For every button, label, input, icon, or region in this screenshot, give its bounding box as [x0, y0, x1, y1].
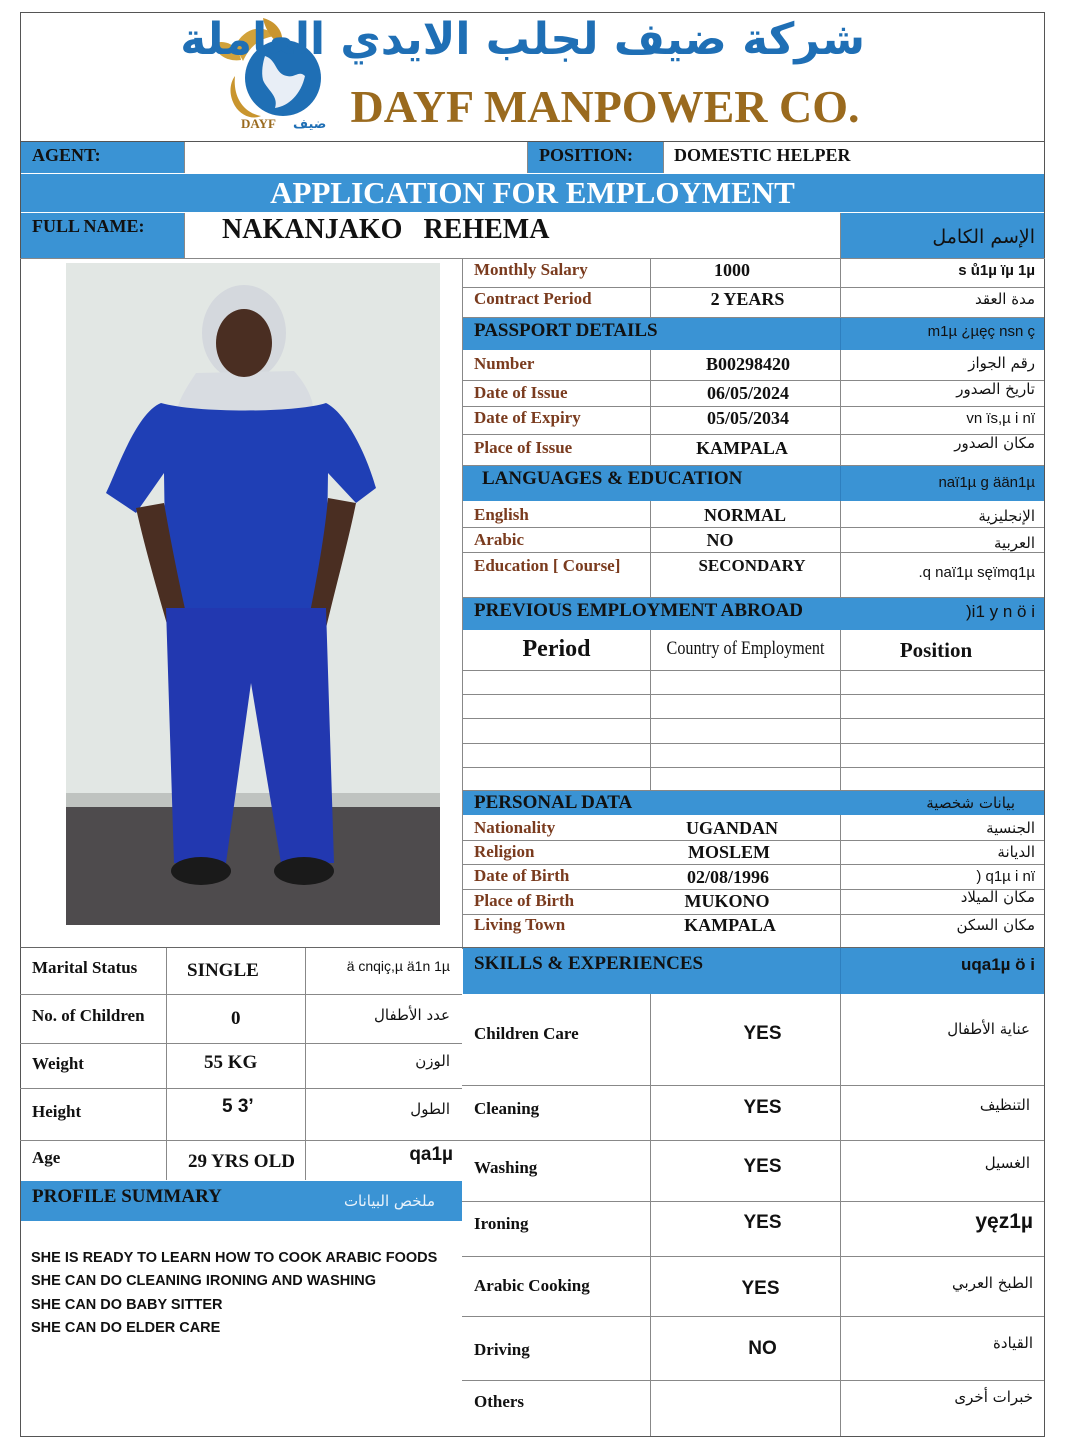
skills-header: SKILLS & EXPERIENCES [474, 953, 704, 974]
english-value: NORMAL [704, 505, 786, 525]
salary-value: 1000 [714, 260, 750, 280]
passport-number-label-ar: رقم الجواز [968, 354, 1035, 372]
weight-value: 55 KG [204, 1052, 258, 1073]
salary-label-ar: s ů1µ ïµ 1µ [958, 262, 1035, 279]
country-column-header: Country of Employment [666, 638, 825, 659]
profile-line-4: SHE CAN DO ELDER CARE [31, 1320, 221, 1336]
profile-line-1: SHE IS READY TO LEARN HOW TO COOK ARABIC FOODS [31, 1250, 438, 1266]
profile-line-3: SHE CAN DO BABY SITTER [31, 1297, 223, 1313]
logo-text-ar: ضيف [293, 117, 327, 132]
skill-others-label-ar: خبرات أخرى [954, 1388, 1033, 1406]
skill-washing-value: YES [743, 1156, 782, 1177]
skill-washing-label-ar: الغسيل [984, 1154, 1030, 1172]
previous-employment-header: PREVIOUS EMPLOYMENT ABROAD [474, 600, 804, 621]
skill-arabic-cooking-label-ar: الطبخ العربي [952, 1274, 1033, 1292]
contract-period-value: 2 YEARS [710, 289, 785, 309]
salary-label: Monthly Salary [474, 260, 588, 279]
skill-cleaning-label: Cleaning [474, 1099, 540, 1118]
age-label-ar: qa1µ [409, 1144, 453, 1165]
passport-header-ar: m1µ ¿µęç nsn ç [927, 323, 1035, 340]
issue-date-value: 06/05/2024 [706, 383, 789, 403]
passport-header: PASSPORT DETAILS [474, 320, 658, 341]
issue-date-label: Date of Issue [474, 383, 568, 402]
birth-date-value: 02/08/1996 [686, 867, 769, 887]
skill-ironing-label: Ironing [474, 1214, 529, 1233]
previous-employment-header-ar: )i1 y n ö i [966, 602, 1035, 621]
birth-date-label-ar: ) q1µ i nï [976, 868, 1035, 885]
height-label-ar: الطول [410, 1100, 450, 1118]
skill-driving-label: Driving [474, 1340, 530, 1359]
age-value: 29 YRS OLD [188, 1151, 295, 1172]
living-town-label: Living Town [474, 915, 566, 934]
birth-place-value: MUKONO [684, 891, 770, 911]
passport-number-label: Number [474, 354, 535, 373]
skill-cleaning-value: YES [743, 1097, 782, 1118]
religion-label: Religion [474, 842, 535, 861]
position-value: DOMESTIC HELPER [674, 145, 851, 165]
skill-washing-label: Washing [474, 1158, 538, 1177]
living-town-label-ar: مكان السكن [956, 916, 1035, 934]
height-value: 5 3’ [222, 1096, 254, 1117]
logo-text-en: DAYF [241, 116, 276, 131]
skill-children-care-label-ar: عناية الأطفال [947, 1020, 1030, 1038]
marital-status-label: Marital Status [32, 958, 138, 977]
education-label: Education [ Course] [474, 556, 621, 575]
skill-ironing-value: YES [743, 1212, 782, 1233]
marital-status-label-ar: ä cnqiç,µ ä1n 1µ [346, 958, 450, 974]
marital-status-value: SINGLE [187, 960, 259, 981]
english-label-ar: الإنجليزية [978, 507, 1035, 525]
issue-date-label-ar: تاريخ الصدور [956, 380, 1035, 398]
arabic-label: Arabic [474, 530, 525, 549]
weight-label: Weight [32, 1054, 84, 1073]
education-label-ar: .q naï1µ sęïmq1µ [918, 564, 1035, 581]
profile-summary-header-ar: ملخص البيانات [343, 1192, 435, 1210]
children-count-label: No. of Children [32, 1006, 145, 1025]
religion-value: MOSLEM [687, 842, 770, 862]
weight-label-ar: الوزن [415, 1052, 450, 1070]
full-name-label-ar: الإسم الكامل [932, 226, 1035, 248]
skill-children-care-value: YES [743, 1023, 782, 1044]
expiry-date-label: Date of Expiry [474, 408, 581, 427]
birth-date-label: Date of Birth [474, 866, 570, 885]
living-town-value: KAMPALA [684, 915, 776, 935]
company-name-ar: شركة ضيف لجلب الايدي العاملة [180, 14, 865, 65]
skill-arabic-cooking-value: YES [741, 1278, 780, 1299]
form-title: APPLICATION FOR EMPLOYMENT [270, 175, 795, 210]
arabic-value: NO [706, 530, 734, 550]
children-count-value: 0 [231, 1008, 241, 1029]
children-count-label-ar: عدد الأطفال [374, 1006, 450, 1024]
company-name-en: DAYF MANPOWER CO. [350, 81, 860, 132]
personal-data-header: PERSONAL DATA [474, 792, 633, 813]
agent-label: AGENT: [32, 145, 101, 165]
issue-place-label-ar: مكان الصدور [954, 434, 1035, 452]
expiry-date-label-ar: vn ïs,µ i nï [966, 410, 1035, 427]
position-column-header: Position [899, 638, 973, 662]
profile-summary-header: PROFILE SUMMARY [32, 1186, 222, 1207]
passport-number-value: B00298420 [705, 354, 790, 374]
birth-place-label-ar: مكان الميلاد [960, 888, 1035, 906]
issue-place-value: KAMPALA [696, 438, 788, 458]
religion-label-ar: الديانة [997, 843, 1035, 861]
position-label: POSITION: [539, 145, 634, 165]
skill-driving-label-ar: القيادة [993, 1334, 1033, 1352]
profile-line-2: SHE CAN DO CLEANING IRONING AND WASHING [31, 1273, 377, 1289]
skill-others-label: Others [474, 1392, 525, 1411]
arabic-label-ar: العربية [994, 534, 1035, 552]
skill-driving-value: NO [748, 1338, 777, 1359]
issue-place-label: Place of Issue [474, 438, 573, 457]
languages-header: LANGUAGES & EDUCATION [482, 468, 743, 489]
nationality-label: Nationality [474, 818, 556, 837]
nationality-value: UGANDAN [686, 818, 778, 838]
english-label: English [474, 505, 529, 524]
education-value: SECONDARY [698, 556, 806, 575]
age-label: Age [32, 1148, 61, 1167]
skills-header-ar: uqa1µ ö i [960, 955, 1035, 974]
full-name-label: FULL NAME: [32, 216, 145, 236]
contract-period-label: Contract Period [474, 289, 592, 308]
period-column-header: Period [522, 636, 591, 662]
full-name-value: NAKANJAKO REHEMA [222, 214, 550, 245]
contract-period-label-ar: مدة العقد [975, 290, 1035, 308]
skill-children-care-label: Children Care [474, 1024, 579, 1043]
height-label: Height [32, 1102, 82, 1121]
expiry-date-value: 05/05/2034 [706, 408, 789, 428]
skill-cleaning-label-ar: التنظيف [979, 1096, 1030, 1114]
skill-ironing-label-ar: yęz1µ [975, 1210, 1033, 1233]
personal-data-header-ar: بيانات شخصية [926, 794, 1015, 812]
languages-header-ar: naï1µ g ään1µ [938, 474, 1035, 491]
applicant-photo [66, 263, 440, 925]
skill-arabic-cooking-label: Arabic Cooking [474, 1276, 590, 1295]
nationality-label-ar: الجنسية [986, 819, 1035, 837]
birth-place-label: Place of Birth [474, 891, 575, 910]
